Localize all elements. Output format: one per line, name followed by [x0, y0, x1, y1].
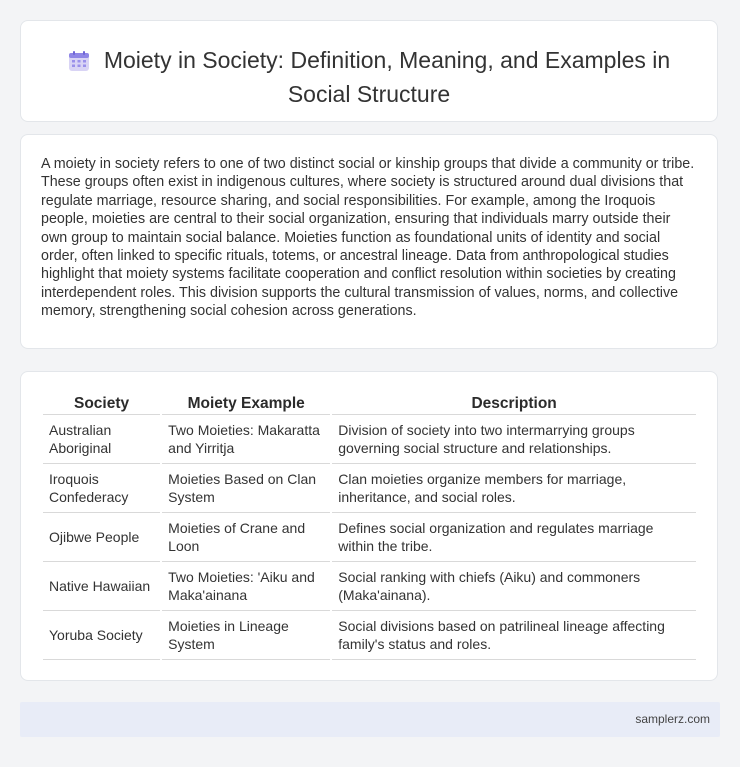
cell-society: Australian Aboriginal	[43, 415, 160, 464]
page-title-wrap	[21, 45, 717, 109]
cell-moiety-example: Two Moieties: Makaratta and Yirritja	[162, 415, 330, 464]
cell-description: Clan moieties organize members for marriage, inheritance, and social roles.	[332, 464, 696, 513]
table-row	[43, 611, 696, 660]
table-row	[43, 562, 696, 611]
cell-society: Iroquois Confederacy	[43, 464, 160, 513]
cell-moiety-example: Two Moieties: 'Aiku and Maka'ainana	[162, 562, 330, 611]
header-society: Society	[43, 393, 160, 415]
cell-society: Ojibwe People	[43, 513, 160, 562]
moiety-table	[41, 393, 698, 660]
calendar-icon	[68, 49, 90, 79]
cell-description: Social divisions based on patrilineal lineage affecting family's status and roles.	[332, 611, 696, 660]
table-row	[43, 415, 696, 464]
header-moiety-example: Moiety Example	[162, 393, 330, 415]
cell-description: Social ranking with chiefs (Aiku) and commoners (Maka'ainana).	[332, 562, 696, 611]
cell-moiety-example: Moieties of Crane and Loon	[162, 513, 330, 562]
cell-moiety-example: Moieties Based on Clan System	[162, 464, 330, 513]
cell-society: Yoruba Society	[43, 611, 160, 660]
footer-bar	[20, 702, 720, 737]
cell-moiety-example: Moieties in Lineage System	[162, 611, 330, 660]
table-header-row	[43, 393, 696, 415]
table-row	[43, 513, 696, 562]
footer-site-link[interactable]: samplerz.com	[635, 712, 710, 726]
header-description: Description	[332, 393, 696, 415]
table-row	[43, 464, 696, 513]
page-title: Moiety in Society: Definition, Meaning, and Examples in Social Structure	[103, 47, 671, 107]
title-card	[20, 20, 718, 122]
cell-society: Native Hawaiian	[43, 562, 160, 611]
intro-paragraph: A moiety in society refers to one of two distinct social or kinship groups that divide a community or tribe. These groups often exist in indigenous cultures, where society is structured around dual divisions that regulate marriage, resource sharing, and social responsibilities. For example, among the Iroquois people, moieties are central to their social organization, ensuring that individuals marry outside their own group to maintain social balance. Moieties function as foundational units of identity and social order, often linked to specific rituals, totems, or ancestral lineage. Data from anthropological studies highlight that moiety systems facilitate cooperation and conflict resolution within societies by creating interdependent roles. This division supports the cultural transmission of values, norms, and collective memory, strengthening social cohesion across generations.	[41, 156, 695, 320]
table-card	[20, 371, 718, 681]
cell-description: Defines social organization and regulates marriage within the tribe.	[332, 513, 696, 562]
intro-card	[20, 134, 718, 349]
cell-description: Division of society into two intermarrying groups governing social structure and relationships.	[332, 415, 696, 464]
